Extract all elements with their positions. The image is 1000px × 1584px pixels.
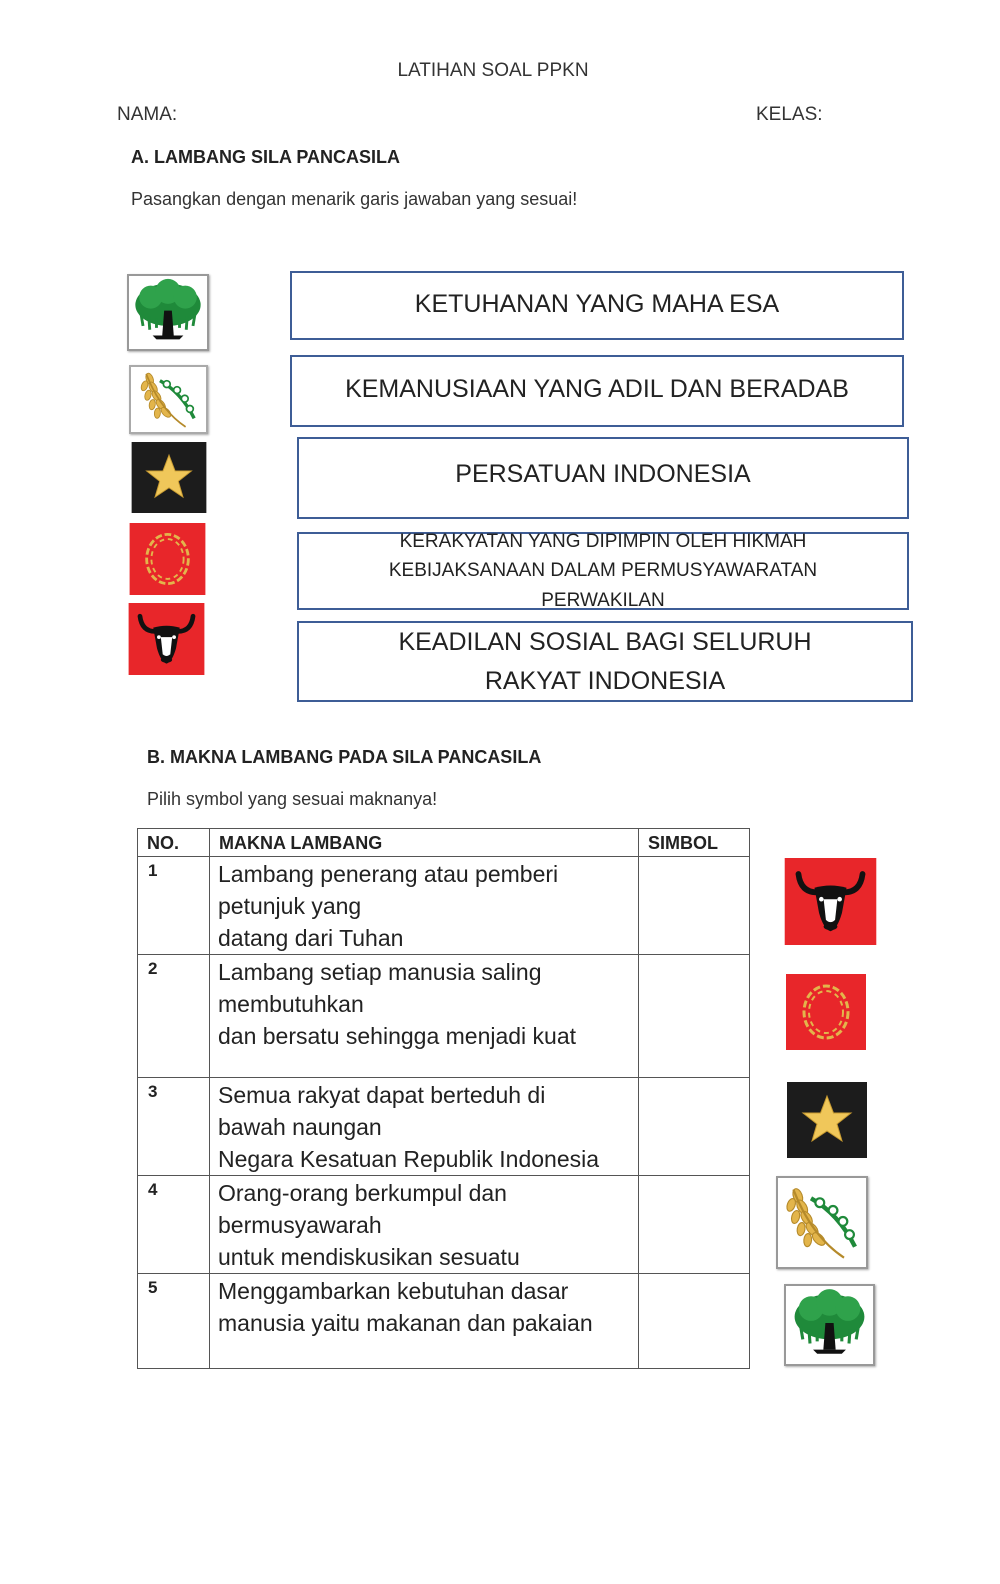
row-simbol-cell[interactable]: [639, 1078, 750, 1176]
rice-cotton-icon[interactable]: [129, 365, 208, 434]
section-a-heading: A. LAMBANG SILA PANCASILA: [131, 147, 400, 167]
banyan-tree-icon[interactable]: [127, 274, 209, 351]
row-makna: Orang-orang berkumpul dan bermusyawarah untuk mendiskusikan sesuatu: [210, 1176, 639, 1274]
row-no: 4: [138, 1176, 210, 1274]
answer-box-2[interactable]: [290, 355, 904, 427]
table-row: [138, 1176, 750, 1274]
makna-lambang-table: [137, 828, 750, 1369]
row-simbol-cell[interactable]: [639, 857, 750, 955]
row-no: 3: [138, 1078, 210, 1176]
col-header-simbol: SIMBOL: [639, 829, 750, 857]
row-no: 1: [138, 857, 210, 955]
col-header-makna: MAKNA LAMBANG: [210, 829, 639, 857]
section-a-instruction: Pasangkan dengan menarik garis jawaban yang sesuai!: [131, 189, 578, 209]
row-makna: Semua rakyat dapat berteduh di bawah naungan Negara Kesatuan Republik Indonesia: [210, 1078, 639, 1176]
star-icon[interactable]: [131, 442, 207, 513]
answer-box-3[interactable]: [297, 437, 909, 519]
answer-box-5[interactable]: [297, 621, 913, 702]
star-icon[interactable]: [787, 1080, 867, 1160]
answer-box-4[interactable]: [297, 532, 909, 610]
banyan-tree-icon[interactable]: [784, 1284, 875, 1366]
col-header-no: NO.: [138, 829, 210, 857]
row-simbol-cell[interactable]: [639, 955, 750, 1078]
row-no: 5: [138, 1274, 210, 1369]
row-simbol-cell[interactable]: [639, 1176, 750, 1274]
row-no: 2: [138, 955, 210, 1078]
chain-icon[interactable]: [786, 969, 866, 1055]
table-header-row: [138, 829, 750, 857]
bull-head-icon[interactable]: [784, 858, 877, 945]
table-row: [138, 857, 750, 955]
answer-text-1: KETUHANAN YANG MAHA ESA: [414, 290, 780, 318]
kelas-label: KELAS:: [756, 104, 823, 125]
rice-cotton-icon[interactable]: [776, 1176, 868, 1269]
row-simbol-cell[interactable]: [639, 1274, 750, 1369]
answer-box-1[interactable]: [290, 271, 904, 340]
nama-label: NAMA:: [117, 104, 178, 125]
page-title: LATIHAN SOAL PPKN: [397, 60, 589, 81]
answer-text-3: PERSATUAN INDONESIA: [455, 460, 751, 488]
row-makna: Menggambarkan kebutuhan dasar manusia yaitu makanan dan pakaian: [210, 1274, 639, 1369]
section-b-heading: B. MAKNA LAMBANG PADA SILA PANCASILA: [147, 747, 542, 767]
row-makna: Lambang penerang atau pemberi petunjuk yang datang dari Tuhan: [210, 857, 639, 955]
answer-text-5: KEADILAN SOSIAL BAGI SELURUH RAKYAT INDONESIA: [398, 627, 812, 695]
chain-icon[interactable]: [129, 523, 206, 595]
row-makna: Lambang setiap manusia saling membutuhkan dan bersatu sehingga menjadi kuat: [210, 955, 639, 1078]
answer-text-4: KERAKYATAN YANG DIPIMPIN OLEH HIKMAH KEBIJAKSANAAN DALAM PERMUSYAWARATAN PERWAKILAN: [388, 530, 818, 611]
answer-text-2: KEMANUSIAAN YANG ADIL DAN BERADAB: [345, 375, 849, 403]
table-row: [138, 955, 750, 1078]
table-row: [138, 1274, 750, 1369]
table-row: [138, 1078, 750, 1176]
bull-head-icon[interactable]: [128, 603, 205, 675]
section-b-instruction: Pilih symbol yang sesuai maknanya!: [147, 789, 438, 809]
